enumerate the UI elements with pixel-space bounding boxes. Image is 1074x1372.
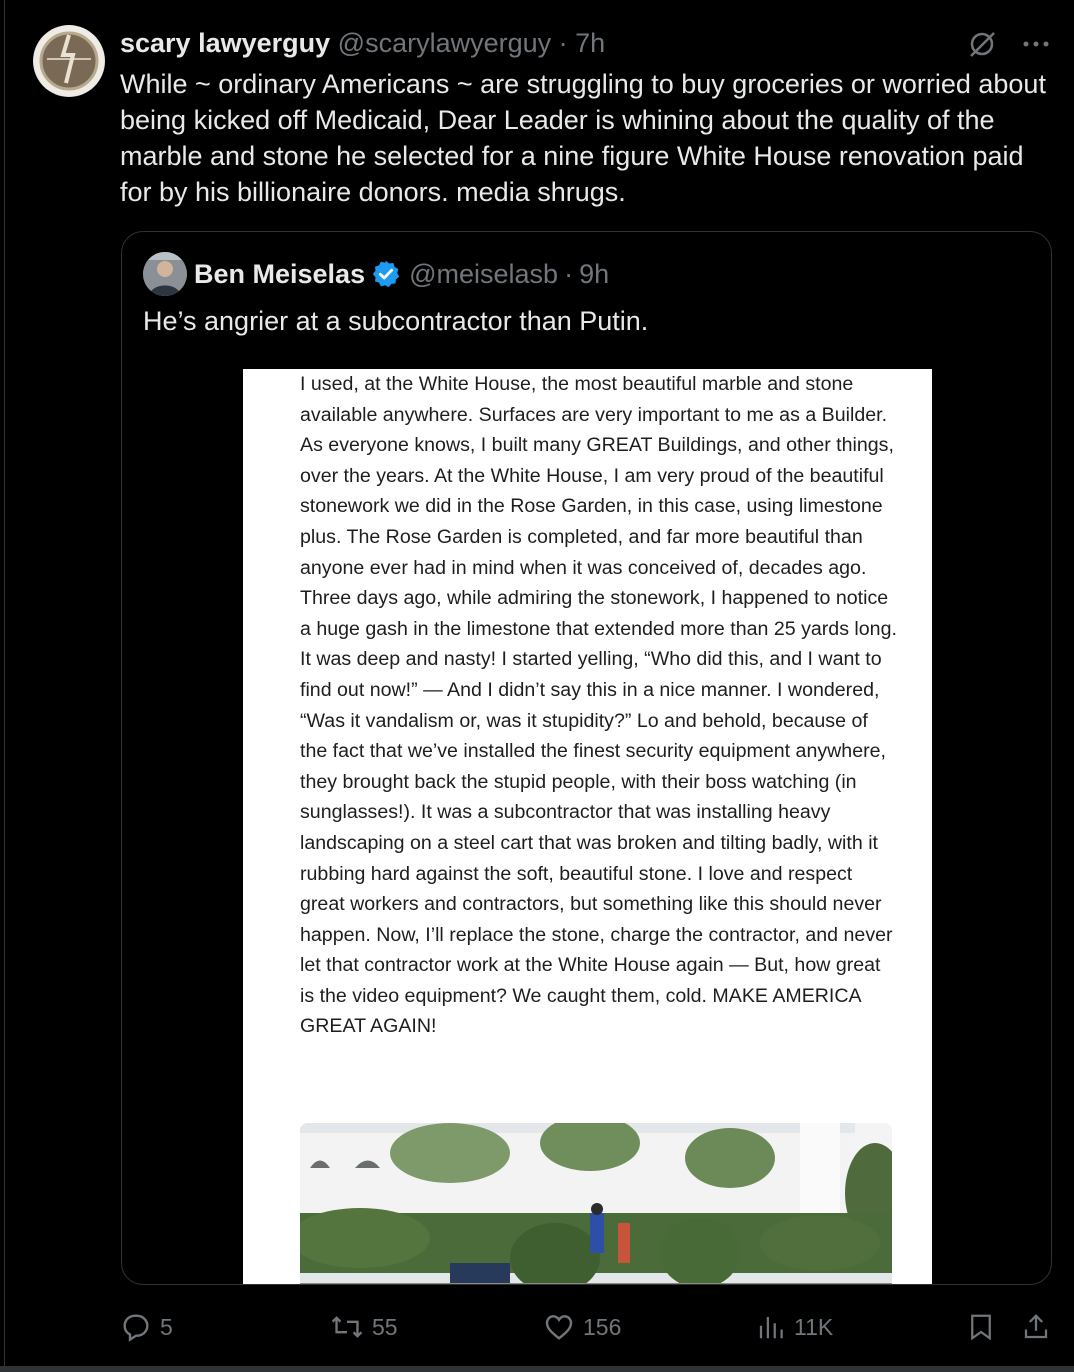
post-top-actions xyxy=(966,28,1052,60)
views-button[interactable] xyxy=(756,1305,833,1349)
reply-count: 5 xyxy=(160,1313,173,1340)
separator-dot: · xyxy=(558,28,568,58)
share-button[interactable] xyxy=(1021,1305,1051,1349)
rose-garden-photo xyxy=(300,1123,892,1285)
timeline-border xyxy=(4,0,5,1372)
view-count: 11K xyxy=(794,1313,834,1340)
timeline-divider xyxy=(0,1366,1074,1372)
author-handle[interactable]: @scarylawyerguy xyxy=(337,28,552,58)
image-statement-text: I used, at the White House, the most beautiful marble and stone available anywhere. Surfaces are very important to me as a Builder. As everyone knows, I built many GREAT Buildings, and other things, over the years. At the White House, I am very proud of the beautiful stonework we did in the Rose Garden, in this case, using limestone plus. The Rose Garden is completed, and far more beautiful than anyone ever had in mind when it was conceived of, decades ago. Three days ago, while admiring the stonework, I happened to notice a huge gash in the limestone that extended more than 25 yards long. It was deep and nasty! I started yelling, “Who did this, and I want to find out now!” — And I didn’t say this in a nice manner. I wondered, “Was it vandalism or, was it stupidity?” Lo and behold, because of the fact that we’ve installed the finest security equipment anywhere, they brought back the stupid people, with their boss watching (in sunglasses!). It was a subcontractor that was installing heavy landscaping on a steel cart that was broken and tilting badly, with it rubbing hard against the soft, beautiful stone. I love and respect great workers and contractors, but something like this should never happen. Now, I’ll replace the stone, charge the contractor, and never let that contractor work at the White House again — But, how great is the video equipment? We caught them, cold. MAKE AMERICA GREAT AGAIN! xyxy=(300,373,897,1038)
grok-icon[interactable] xyxy=(966,28,998,60)
reply-button[interactable] xyxy=(120,1305,173,1349)
share-icon xyxy=(1021,1311,1051,1343)
quoted-post-time[interactable]: 9h xyxy=(579,259,610,289)
post-text: While ~ ordinary Americans ~ are struggling to buy groceries or worried about being kicked off Medicaid, Dear Leader is whining about the quality of the marble and stone he selected for a nine figure White House renovation paid for by his billionaire donors. media shrugs. xyxy=(120,69,1046,207)
repost-button[interactable] xyxy=(330,1305,398,1349)
more-options-icon[interactable] xyxy=(1020,28,1052,60)
bookmark-icon xyxy=(966,1311,996,1343)
post-header xyxy=(120,26,605,60)
post-time[interactable]: 7h xyxy=(575,28,606,58)
quoted-post-image[interactable] xyxy=(243,369,932,1285)
quoted-author-handle[interactable]: @meiselasb xyxy=(409,259,559,289)
quoted-post[interactable] xyxy=(121,231,1052,1285)
reply-icon xyxy=(120,1311,152,1343)
quoted-author-avatar[interactable] xyxy=(143,252,187,296)
heart-icon xyxy=(543,1311,575,1343)
repost-count: 55 xyxy=(372,1313,398,1340)
quoted-post-header xyxy=(194,256,609,292)
verified-badge-icon xyxy=(371,259,401,289)
quoted-post-text: He’s angrier at a subcontractor than Putin. xyxy=(143,306,649,336)
author-avatar[interactable] xyxy=(33,25,105,97)
bookmark-button[interactable] xyxy=(966,1305,996,1349)
author-name[interactable]: scary lawyerguy xyxy=(120,28,331,58)
post-action-bar xyxy=(0,1305,1074,1349)
like-button[interactable] xyxy=(543,1305,621,1349)
quoted-author-name[interactable]: Ben Meiselas xyxy=(194,259,366,289)
views-icon xyxy=(756,1311,786,1343)
separator-dot: · xyxy=(564,259,574,289)
like-count: 156 xyxy=(583,1313,622,1340)
repost-icon xyxy=(330,1311,364,1343)
